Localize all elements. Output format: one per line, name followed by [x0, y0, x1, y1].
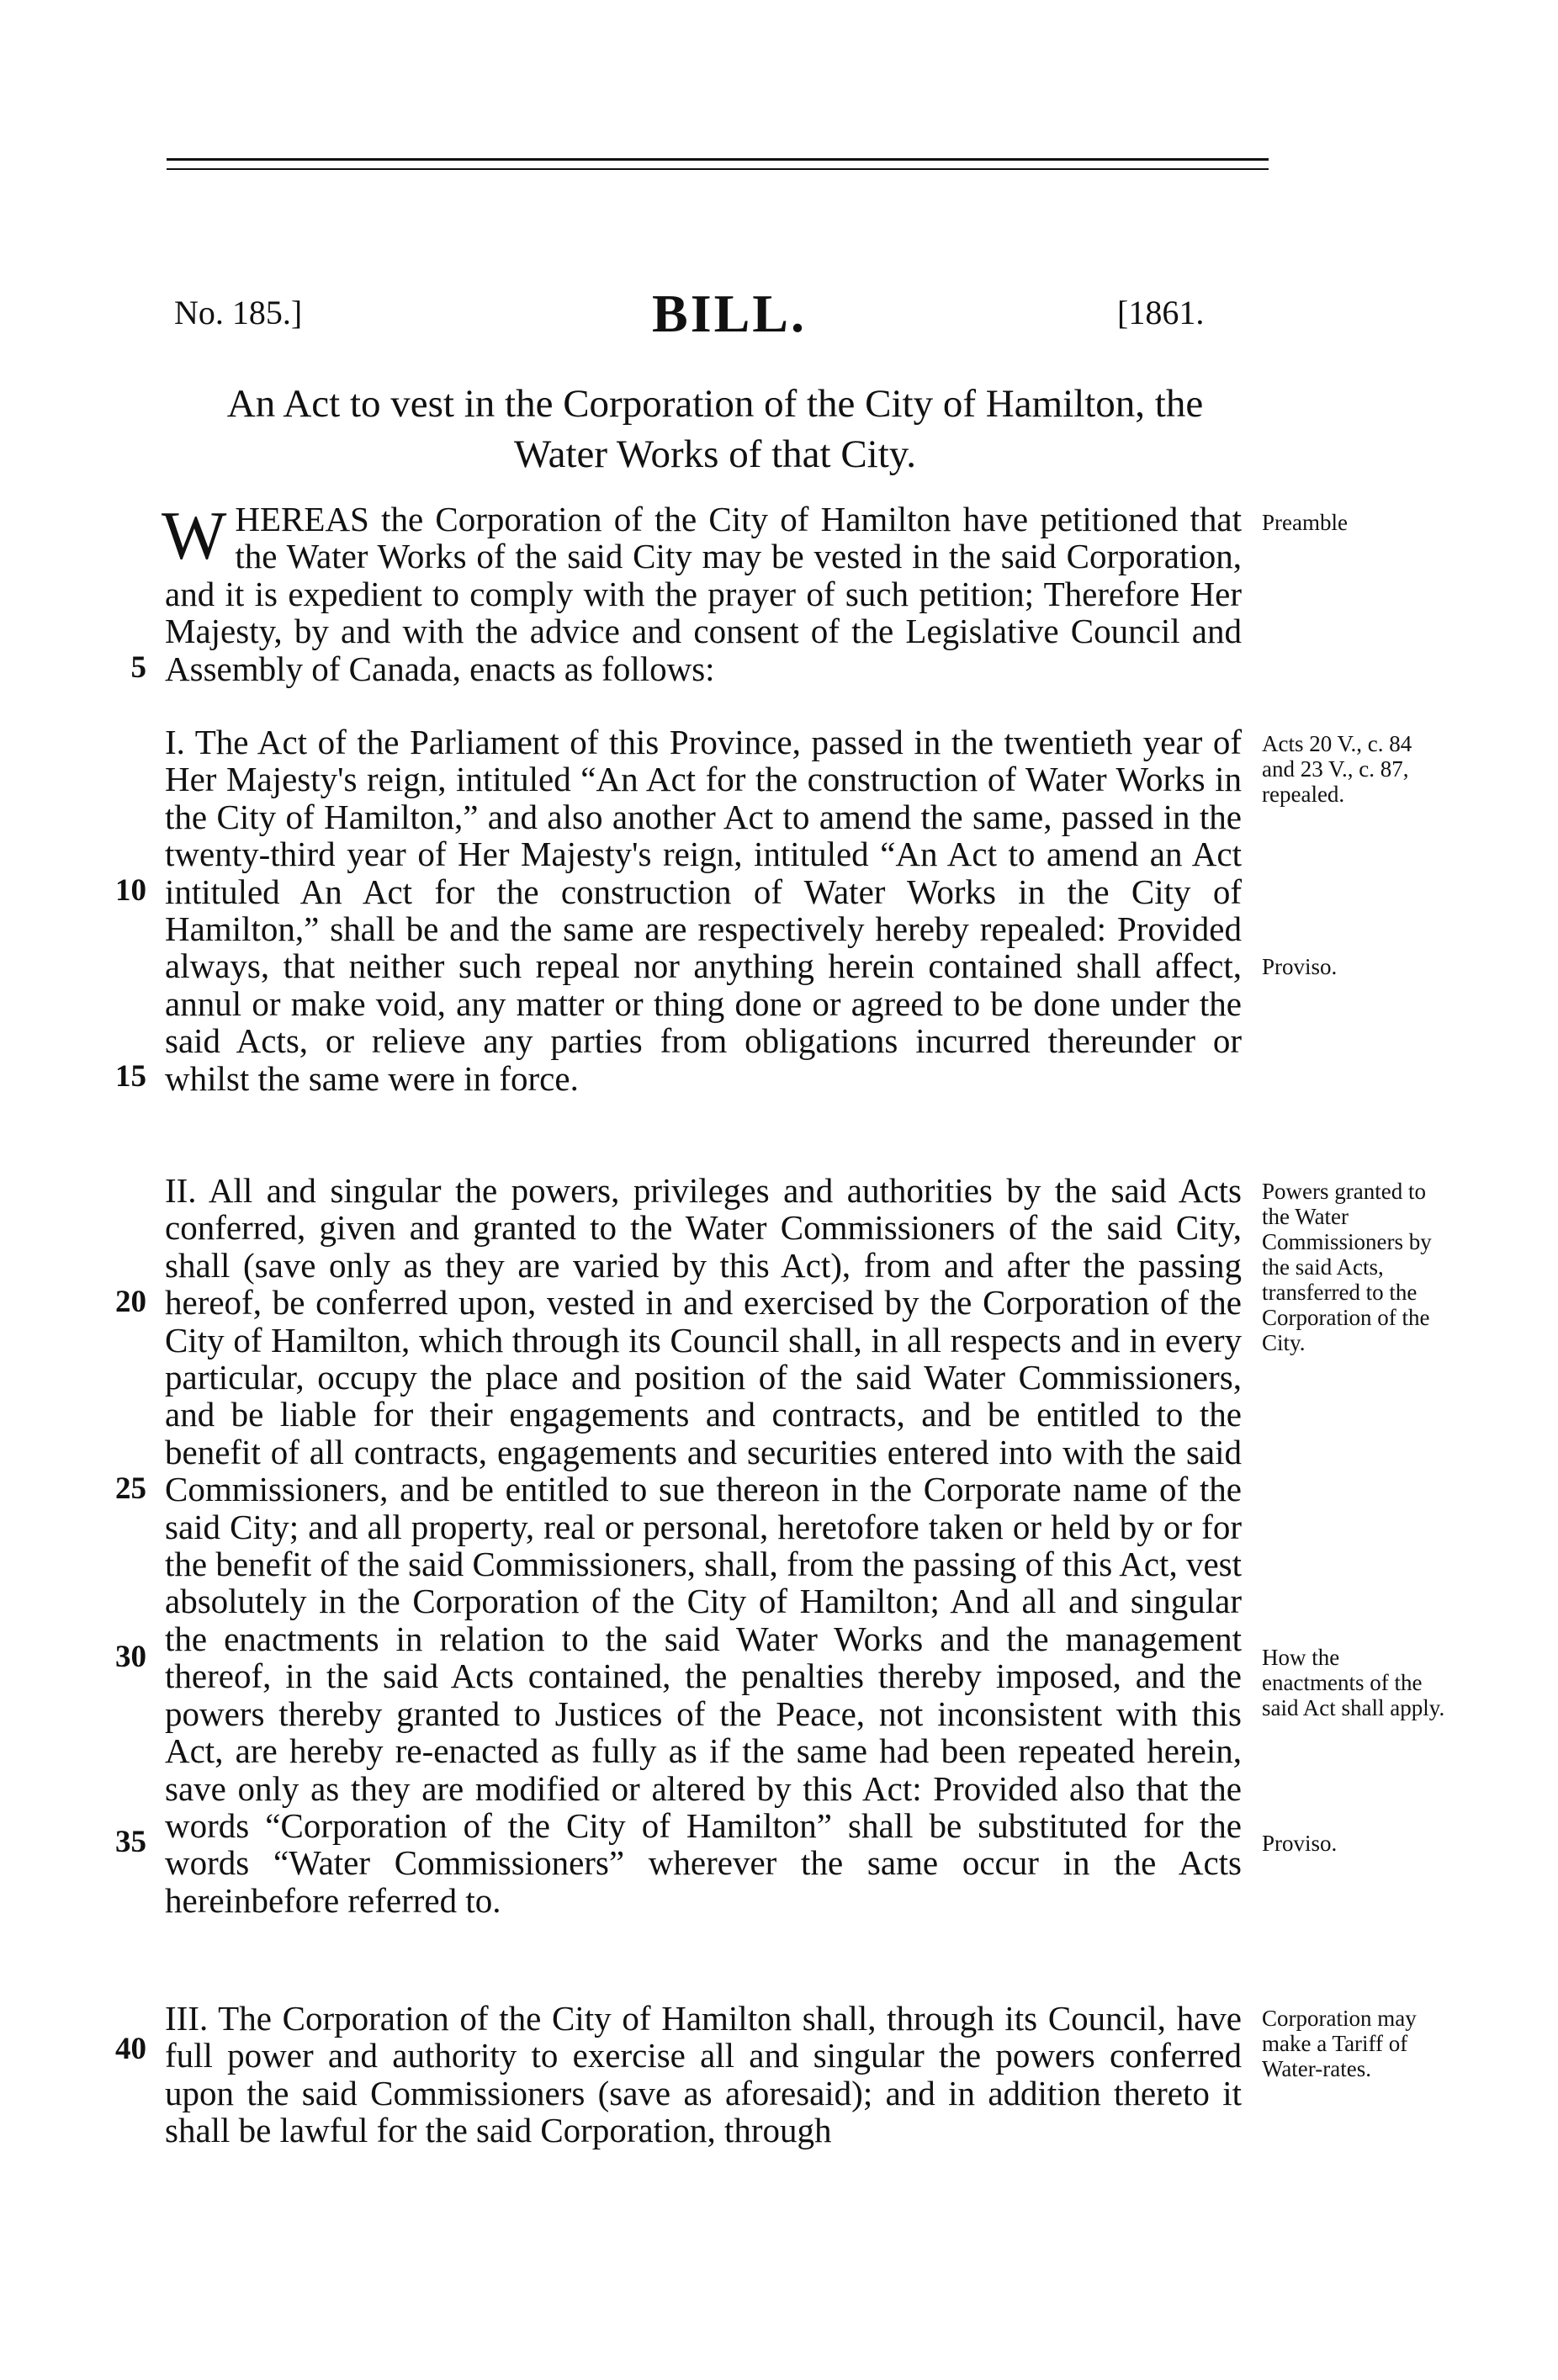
- section-1-paragraph: [165, 724, 1242, 1097]
- line-number-15: 15: [115, 1059, 146, 1094]
- margin-note-powers-granted: Powers granted to the Water Commissioners by the said Acts, transferred to the Corporation of the City.: [1262, 1179, 1432, 1355]
- margin-note-repeal: Acts 20 V., c. 84 and 23 V., c. 87, repealed.: [1262, 731, 1412, 807]
- margin-note-proviso-1: Proviso.: [1262, 954, 1338, 979]
- line-number-30: 30: [115, 1640, 146, 1674]
- bill-title: [168, 379, 1262, 480]
- bill-year: [1861.: [1117, 294, 1205, 331]
- header-rule-thick: [167, 158, 1269, 161]
- bill-heading: BILL.: [652, 284, 807, 343]
- preamble-dropcap: W: [162, 497, 227, 574]
- preamble-text: HEREAS the Corporation of the City of Hamilton have petitioned that the Water Works of the said City may be vested in the said Corporation, and it is expedient to comply with the prayer of such petition; Therefore Her Majesty, by and with the advice and consent of the Legislative Council and Assembly of Canada, enacts as follows:: [165, 500, 1242, 688]
- section-2-paragraph: [165, 1172, 1242, 1919]
- line-number-20: 20: [115, 1285, 146, 1319]
- line-number-35: 35: [115, 1825, 146, 1859]
- line-number-10: 10: [115, 873, 146, 908]
- bill-number: No. 185.]: [174, 294, 303, 331]
- section-3-paragraph: [165, 2000, 1242, 2149]
- section-3-text: III. The Corporation of the City of Hamilton shall, through its Council, have full power and authority to exercise all and singular the powers conferred upon the said Commissioners (save as aforesaid); and in addition thereto it shall be lawful for the said Corporation, through: [165, 1999, 1242, 2150]
- bill-title-line-1: An Act to vest in the Corporation of the City of Hamilton, the: [226, 382, 1204, 426]
- margin-note-proviso-2: Proviso.: [1262, 1831, 1338, 1856]
- section-2-text: II. All and singular the powers, privileges and authorities by the said Acts conferred, given and granted to the Water Commissioners of the said City, shall (save only as they are varied by this Act), from and after the passing hereof, be conferred upon, vested in and exercised by the Corporation of the City of Hamilton, which through its Council shall, in all respects and in every particular, occupy the place and position of the said Water Commissioners, and be liable for their engagements and contracts, and be entitled to the benefit of all contracts, engagements and securities entered into with the said Commissioners, and be entitled to sue thereon in the Corporate name of the said City; and all property, real or personal, heretofore taken or held by or for the benefit of the said Commissioners, shall, from the passing of this Act, vest absolutely in the Corporation of the City of Hamilton; And all and singular the enactments in relation to the said Water Works and the management thereof, in the said Acts contained, the penalties thereby imposed, and the powers thereby granted to Justices of the Peace, not inconsistent with this Act, are hereby re-enacted as fully as if the same had been repeated herein, save only as they are modified or altered by this Act: Provided also that the words “Corporation of the City of Hamilton” shall be substituted for the words “Water Commissioners” wherever the same occur in the Acts hereinbefore referred to.: [165, 1171, 1242, 1920]
- line-number-40: 40: [115, 2032, 146, 2066]
- margin-note-enactments: How the enactments of the said Act shall apply.: [1262, 1645, 1445, 1720]
- line-number-25: 25: [115, 1471, 146, 1506]
- margin-note-tariff: Corporation may make a Tariff of Water-rates.: [1262, 2006, 1417, 2081]
- margin-note-preamble: Preamble: [1262, 510, 1348, 535]
- header-rule-thin: [167, 168, 1269, 170]
- bill-title-line-2: Water Works of that City.: [513, 432, 916, 476]
- preamble-paragraph: [162, 497, 1242, 688]
- section-1-text: I. The Act of the Parliament of this Province, passed in the twentieth year of Her Majesty's reign, intituled “An Act for the construction of Water Works in the City of Hamilton,” and also another Act to amend the same, passed in the twenty-third year of Her Majesty's reign, intituled “An Act to amend an Act intituled An Act for the construction of Water Works in the City of Hamilton,” shall be and the same are respectively hereby repealed: Provided always, that neither such repeal nor anything herein contained shall affect, annul or make void, any matter or thing done or agreed to be done under the said Acts, or relieve any parties from obligations incurred thereunder or whilst the same were in force.: [165, 723, 1242, 1098]
- line-number-5: 5: [130, 650, 146, 685]
